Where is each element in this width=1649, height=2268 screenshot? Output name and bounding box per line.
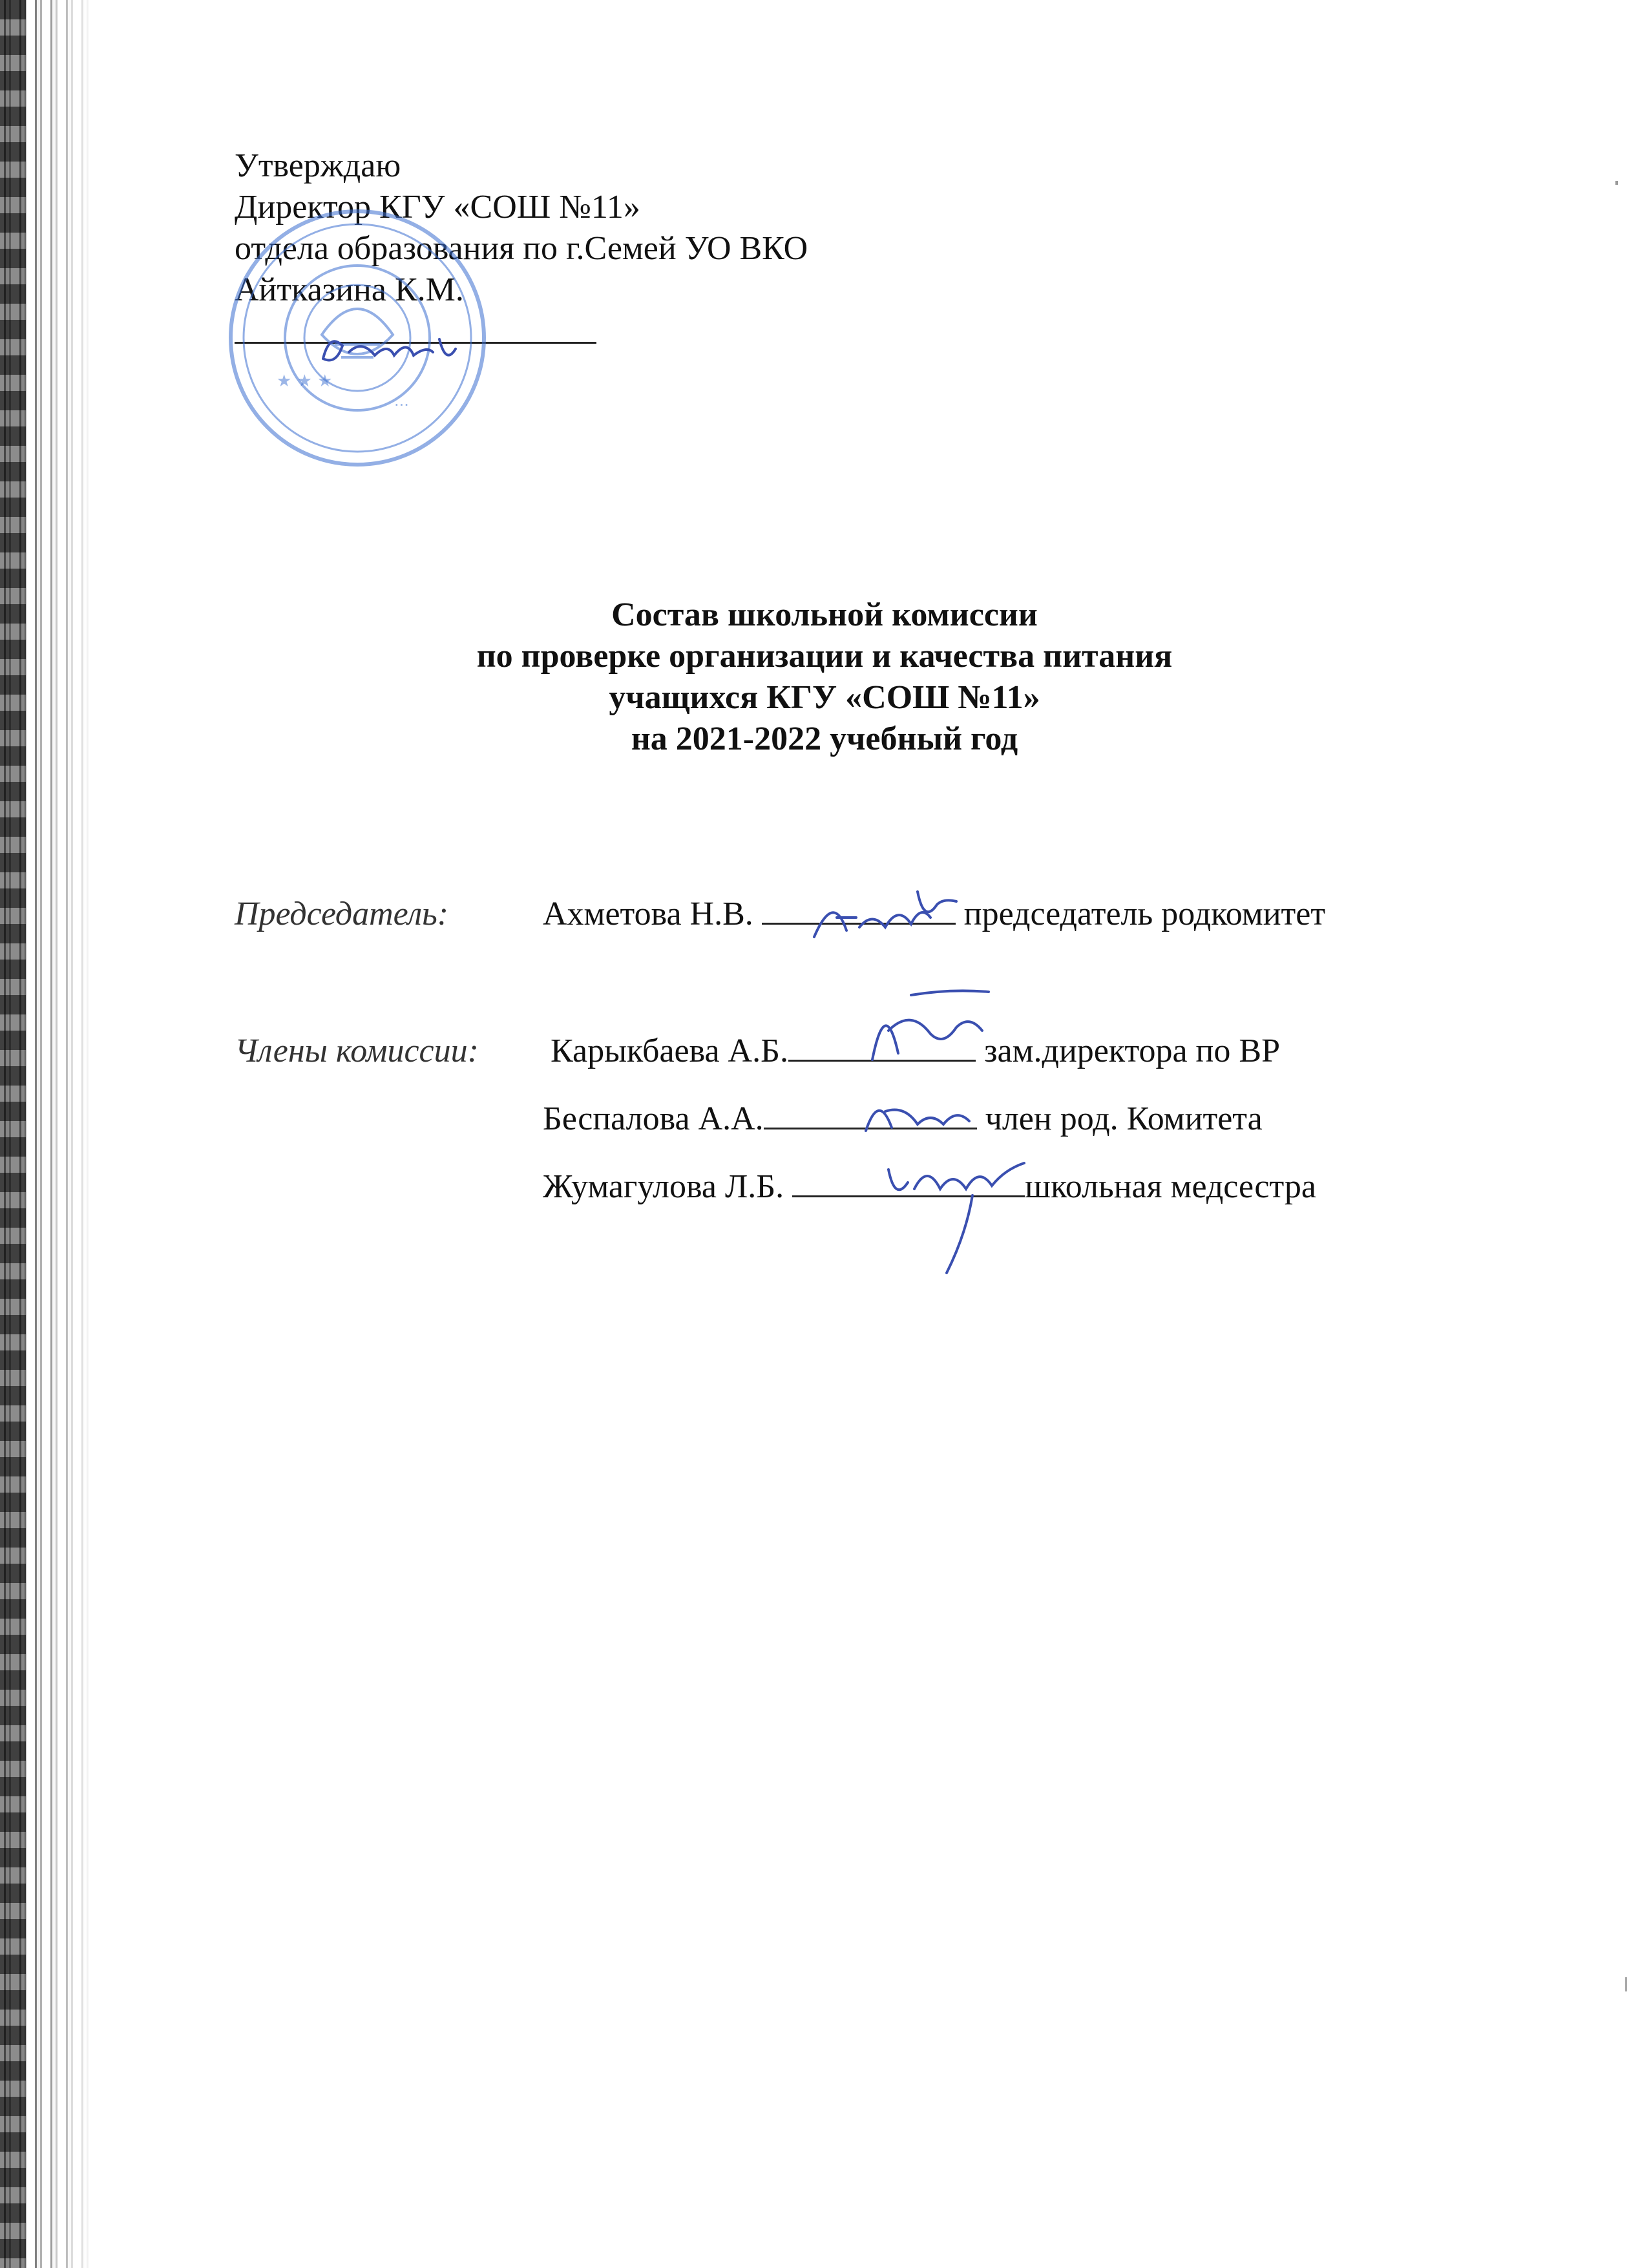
title-line-4: на 2021-2022 учебный год bbox=[631, 720, 1018, 757]
scan-speck bbox=[1615, 181, 1618, 185]
member-position-3: школьная медсестра bbox=[1025, 1168, 1316, 1205]
members-label: Члены комиссии: bbox=[235, 1033, 479, 1069]
chairman-name: Ахметова Н.В. bbox=[543, 896, 753, 932]
svg-text:...: ... bbox=[394, 392, 409, 410]
chairman-label: Председатель: bbox=[235, 896, 449, 932]
approval-director: Директор КГУ «СОШ №11» bbox=[235, 189, 640, 226]
member-signature-icon-2 bbox=[853, 1086, 982, 1144]
member-name-2: Беспалова А.А. bbox=[543, 1100, 764, 1137]
members-row bbox=[235, 1032, 479, 1070]
member-name-1: Карыкбаева А.Б. bbox=[551, 1033, 788, 1069]
title-line-1: Состав школьной комиссии bbox=[611, 596, 1038, 633]
member-position-2: член род. Комитета bbox=[985, 1100, 1263, 1137]
director-signature-icon bbox=[317, 326, 465, 378]
title-line-3: учащихся КГУ «СОШ №11» bbox=[609, 679, 1040, 716]
title-line-2: по проверке организации и качества питания bbox=[476, 638, 1173, 675]
chairman-row bbox=[235, 895, 448, 933]
chairman-position: председатель родкомитет bbox=[963, 896, 1326, 932]
approval-name: Айтказина К.М. bbox=[235, 271, 464, 308]
svg-text:★ ★ ★: ★ ★ ★ bbox=[277, 372, 333, 391]
member-signature-icon-3 bbox=[869, 1144, 1037, 1279]
member-signature-icon-1 bbox=[853, 982, 1008, 1079]
scan-speck bbox=[1625, 1977, 1627, 1991]
member-position-1: зам.директора по ВР bbox=[983, 1033, 1280, 1069]
member-name-3: Жумагулова Л.Б. bbox=[543, 1168, 784, 1205]
chairman-signature-icon bbox=[808, 879, 989, 956]
scan-edge-artifact-dark bbox=[0, 0, 26, 2268]
document-title bbox=[0, 594, 1649, 760]
approval-heading: Утверждаю bbox=[235, 147, 401, 184]
approval-department: отдела образования по г.Семей УО ВКО bbox=[235, 230, 808, 267]
